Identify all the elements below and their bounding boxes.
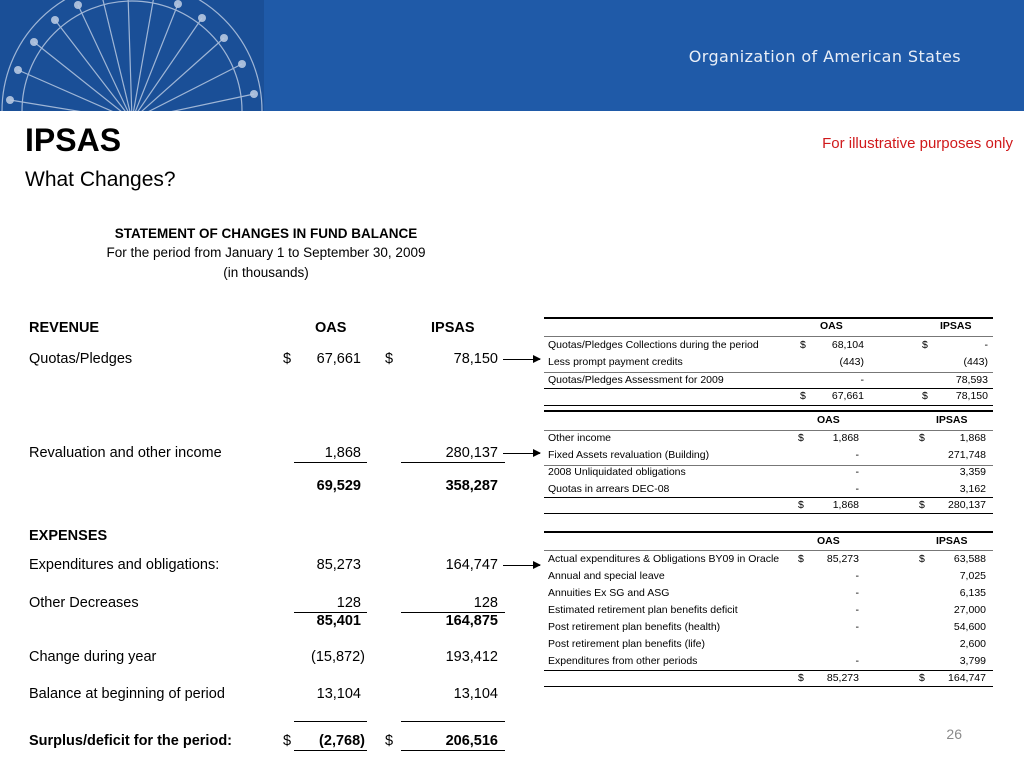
- quotas-label: Quotas/Pledges: [29, 351, 133, 367]
- revaluation-ipsas-underline: [401, 462, 505, 463]
- row-oas-dollar: $: [800, 339, 806, 351]
- table-header-row: [544, 318, 993, 335]
- row-ipsas-value: 3,359: [959, 466, 986, 478]
- table-row: [544, 372, 993, 389]
- expenditures-oas-value: 85,273: [316, 557, 361, 573]
- row-description: Quotas/Pledges Collections during the period: [548, 339, 759, 351]
- row-description: Estimated retirement plan benefits deficit: [548, 604, 738, 616]
- surplus-oas-overline: [294, 721, 367, 722]
- ipsas-header: IPSAS: [940, 320, 972, 332]
- oas-header: OAS: [820, 320, 843, 332]
- row-oas-value: -: [855, 483, 859, 495]
- row-ipsas-value: 7,025: [959, 570, 986, 582]
- change-ipsas-value: 193,412: [445, 649, 498, 665]
- row-ipsas-dollar: $: [919, 553, 925, 565]
- row-oas-value: 85,273: [826, 553, 859, 565]
- total-ipsas-dollar: $: [922, 390, 928, 402]
- quotas-ipsas-value: 78,150: [453, 351, 498, 367]
- balance-ipsas-value: 13,104: [453, 686, 498, 702]
- ipsas-header: IPSAS: [936, 414, 968, 426]
- row-ipsas-value: 54,600: [953, 621, 986, 633]
- statement-title: STATEMENT OF CHANGES IN FUND BALANCE: [114, 226, 418, 241]
- balance-label: Balance at beginning of period: [29, 686, 225, 702]
- total-oas-value: 67,661: [831, 390, 864, 402]
- quotas-oas-dollar: $: [283, 351, 292, 367]
- row-description: Less prompt payment credits: [548, 356, 683, 368]
- ipsas-column-header: IPSAS: [431, 320, 475, 336]
- row-oas-value: -: [855, 449, 859, 461]
- row-oas-value: 1,868: [832, 432, 859, 444]
- slide-title: IPSAS: [25, 122, 122, 158]
- surplus-ipsas-dollar: $: [385, 733, 394, 749]
- table-row: [544, 653, 993, 670]
- quotas-oas-value: 67,661: [316, 351, 361, 367]
- revaluation-oas-underline: [294, 462, 367, 463]
- table-header-row: [544, 412, 993, 429]
- row-ipsas-value: -: [984, 339, 988, 351]
- row-description: Annual and special leave: [548, 570, 665, 582]
- row-ipsas-value: 2,600: [959, 638, 986, 650]
- table-header-row: [544, 533, 993, 550]
- table-total-row: [544, 670, 993, 687]
- header-banner: [0, 0, 1024, 111]
- row-ipsas-value: 3,799: [959, 655, 986, 667]
- oas-header: OAS: [817, 414, 840, 426]
- slide-subtitle: What Changes?: [25, 168, 176, 191]
- surplus-ipsas-overline: [401, 721, 505, 722]
- balance-oas-value: 13,104: [316, 686, 361, 702]
- table-row: [544, 481, 993, 498]
- row-description: Annuities Ex SG and ASG: [548, 587, 670, 599]
- disclaimer-note: For illustrative purposes only: [822, 135, 1013, 152]
- arrow-quotas-detail: [503, 359, 540, 360]
- change-oas-value: (15,872): [310, 649, 365, 665]
- row-ipsas-value: 78,593: [955, 374, 988, 386]
- expenditures-label: Expenditures and obligations:: [29, 557, 220, 573]
- row-oas-value: -: [855, 587, 859, 599]
- arrow-revaluation-detail: [503, 453, 540, 454]
- row-oas-value: -: [855, 621, 859, 633]
- expenses-heading: EXPENSES: [29, 528, 108, 544]
- oas-column-header: OAS: [315, 320, 347, 336]
- table-total-row: [544, 497, 993, 514]
- revaluation-label: Revaluation and other income: [29, 445, 222, 461]
- row-oas-dollar: $: [798, 432, 804, 444]
- row-description: Expenditures from other periods: [548, 655, 698, 667]
- row-description: Post retirement plan benefits (health): [548, 621, 721, 633]
- table-rule: [544, 686, 993, 687]
- organization-name: Organization of American States: [688, 47, 961, 66]
- table-row: [544, 337, 993, 354]
- row-description: Quotas/Pledges Assessment for 2009: [548, 374, 724, 386]
- total-oas-value: 85,273: [826, 672, 859, 684]
- table-row: [544, 464, 993, 481]
- page-number: 26: [946, 726, 962, 742]
- surplus-ipsas-value: 206,516: [445, 733, 498, 749]
- total-oas-dollar: $: [800, 390, 806, 402]
- table-rule: [544, 405, 993, 406]
- expenditures-ipsas-value: 164,747: [445, 557, 498, 573]
- row-oas-value: -: [855, 655, 859, 667]
- table-row: [544, 354, 993, 371]
- row-description: Actual expenditures & Obligations BY09 in Oracle: [548, 553, 780, 565]
- surplus-ipsas-underline: [401, 750, 505, 751]
- other-decreases-oas-value: 128: [336, 595, 361, 611]
- table-rule: [544, 513, 993, 514]
- row-ipsas-value: (443): [963, 356, 988, 368]
- row-ipsas-value: 271,748: [948, 449, 986, 461]
- surplus-oas-value: (2,768): [319, 733, 365, 749]
- row-ipsas-dollar: $: [919, 432, 925, 444]
- row-oas-value: 68,104: [831, 339, 864, 351]
- statement-period: For the period from January 1 to September 30, 2009: [106, 245, 426, 260]
- total-ipsas-value: 280,137: [948, 499, 986, 511]
- total-ipsas-value: 164,747: [948, 672, 986, 684]
- revenue-total-ipsas: 358,287: [445, 478, 498, 494]
- row-description: 2008 Unliquidated obligations: [548, 466, 686, 478]
- other-decreases-label: Other Decreases: [29, 595, 139, 611]
- total-ipsas-value: 78,150: [955, 390, 988, 402]
- oas-header: OAS: [817, 535, 840, 547]
- row-ipsas-value: 27,000: [953, 604, 986, 616]
- revenue-total-oas: 69,529: [316, 478, 361, 494]
- arrow-expenditures-detail: [503, 565, 540, 566]
- revaluation-ipsas-value: 280,137: [445, 445, 498, 461]
- total-oas-dollar: $: [798, 499, 804, 511]
- row-oas-dollar: $: [798, 553, 804, 565]
- other-decreases-ipsas-value: 128: [473, 595, 498, 611]
- table-row: [544, 636, 993, 653]
- revenue-heading: REVENUE: [29, 320, 100, 336]
- row-description: Quotas in arrears DEC-08: [548, 483, 670, 495]
- change-label: Change during year: [29, 649, 157, 665]
- expenses-total-oas: 85,401: [316, 613, 361, 629]
- quotas-ipsas-dollar: $: [385, 351, 394, 367]
- revaluation-oas-value: 1,868: [324, 445, 361, 461]
- total-oas-value: 1,868: [832, 499, 859, 511]
- surplus-oas-dollar: $: [283, 733, 292, 749]
- expenses-total-ipsas: 164,875: [445, 613, 498, 629]
- flags-fan-icon: [0, 0, 264, 111]
- row-ipsas-value: 1,868: [959, 432, 986, 444]
- table-row: [544, 619, 993, 636]
- oas-emblem-graphic: [0, 0, 264, 111]
- row-description: Post retirement plan benefits (life): [548, 638, 705, 650]
- total-ipsas-dollar: $: [919, 499, 925, 511]
- table-row: [544, 447, 993, 464]
- table-row: [544, 430, 993, 447]
- table-row: [544, 568, 993, 585]
- table-total-row: [544, 388, 993, 405]
- table-row: [544, 585, 993, 602]
- row-oas-value: -: [855, 466, 859, 478]
- row-oas-value: (443): [839, 356, 864, 368]
- row-oas-value: -: [860, 374, 864, 386]
- surplus-oas-underline: [294, 750, 367, 751]
- row-oas-value: -: [855, 604, 859, 616]
- row-ipsas-dollar: $: [922, 339, 928, 351]
- statement-units: (in thousands): [223, 265, 309, 280]
- total-oas-dollar: $: [798, 672, 804, 684]
- table-row: [544, 551, 993, 568]
- row-description: Other income: [548, 432, 612, 444]
- row-ipsas-value: 6,135: [959, 587, 986, 599]
- row-description: Fixed Assets revaluation (Building): [548, 449, 710, 461]
- row-oas-value: -: [855, 570, 859, 582]
- row-ipsas-value: 3,162: [959, 483, 986, 495]
- surplus-label: Surplus/deficit for the period:: [29, 733, 233, 749]
- table-row: [544, 602, 993, 619]
- ipsas-header: IPSAS: [936, 535, 968, 547]
- row-ipsas-value: 63,588: [953, 553, 986, 565]
- total-ipsas-dollar: $: [919, 672, 925, 684]
